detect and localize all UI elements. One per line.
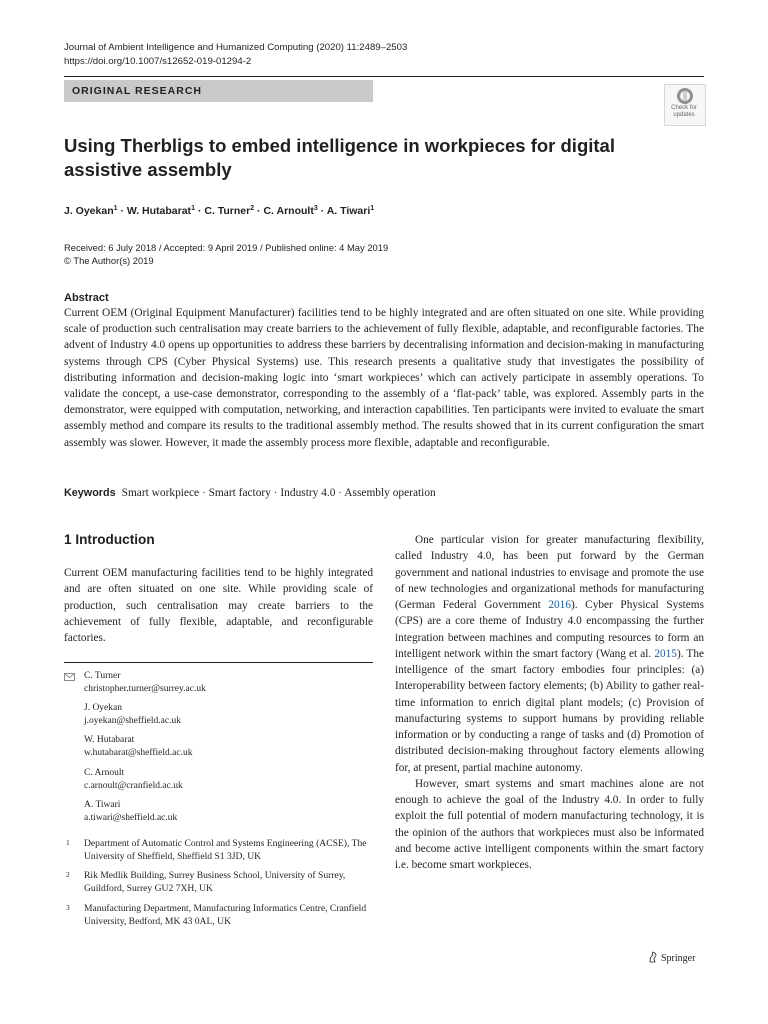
affiliation-number: 3 — [66, 903, 70, 912]
keywords — [64, 485, 436, 501]
author-affiliation: 1 — [191, 205, 195, 212]
contact-email[interactable]: j.oyekan@sheffield.ac.uk — [84, 716, 181, 726]
keywords-heading: Keywords — [64, 487, 116, 499]
springer-horse-icon — [648, 951, 658, 963]
affiliation-number: 2 — [66, 870, 70, 879]
author-list: J. Oyekan$^1$ · W. Hutabarat$^1$ · C. Turner$^2$ · C. Arnoult$^3$ · A. Tiwari$^1$ — [64, 205, 375, 217]
abstract-text: Current OEM (Original Equipment Manufacturer) facilities tend to be highly integrated and are often situated on one site. While providing scale of production such centralisation may create barriers to the achievement of fully flexible, adaptable, and reconfigurable factories. The advent of Industry 4.0 opens up opportunities to address these barriers by decentralising information and decision-making in manufacturing systems through CPS (Cyber Physical Systems) use. This research presents a qualitative study that investigates the possibility of distributing information and decision-making logic into ‘smart workpieces’ which can actively participate in assembly operations. To validate the concept, a use-case demonstrator, corresponding to the assembly of a ‘flat-pack’ table, was explored. Assembly parts in the demonstrator, were equipped with computation, networking, and interaction capabilities. Ten participants were invited to evaluate the smart assembly method and compare its results to the traditional assembly method. The results showed that in its current configuration the smart assembly was slower. However, it made the assembly process more flexible, adaptable and reconfigurable. — [64, 307, 704, 449]
author-name: W. Hutabarat — [126, 205, 192, 217]
contact-email[interactable]: christopher.turner@surrey.ac.uk — [84, 684, 206, 694]
affiliation-number: 1 — [66, 838, 70, 847]
contact-name: A. Tiwari — [84, 800, 121, 810]
affiliation-text: Department of Automatic Control and Systems Engineering (ACSE), The University of Sheffield, Sheffield S1 3JD, UK — [84, 838, 367, 862]
contact-email[interactable]: w.hutabarat@sheffield.ac.uk — [84, 748, 193, 758]
section-heading: 1 Introduction — [64, 532, 155, 547]
author-name: C. Turner — [204, 205, 251, 217]
intro-right-column — [395, 532, 704, 873]
author-affiliation: 1 — [370, 205, 375, 212]
contact-email[interactable]: a.tiwari@sheffield.ac.uk — [84, 813, 178, 823]
check-for-updates-icon — [665, 85, 705, 107]
contact-name: C. Arnoult — [84, 768, 125, 778]
paragraph-text: ). Cyber Physical Systems (CPS) are a core theme of Industry 4.0 encompassing the further integration between machines and computing resources to form an intelligent network within the smart factory (Wang et al. — [395, 599, 704, 660]
affiliation-text: Rik Medlik Building, Surrey Business School, University of Surrey, Guildford, Surrey GU2 7XH, UK — [84, 870, 346, 894]
contact-email[interactable]: c.arnoult@cranfield.ac.uk — [84, 781, 183, 791]
contact-name: C. Turner — [84, 671, 121, 681]
paragraph-text: One particular vision for greater manufacturing flexibility, called Industry 4.0, has been put forward by the German government and national industries to envisage and promote the use of new technologies and organizational methods for manufacturing (German Federal Government — [395, 534, 704, 611]
copyright: © The Author(s) 2019 — [64, 255, 154, 266]
article-type-label: ORIGINAL RESEARCH — [72, 85, 202, 97]
citation-link[interactable]: 2015 — [654, 647, 677, 660]
publication-dates: Received: 6 July 2018 / Accepted: 9 April 2019 / Published online: 4 May 2019 — [64, 242, 389, 253]
author-affiliation: 3 — [313, 205, 318, 212]
author-affiliation: 1 — [113, 205, 118, 212]
citation-link[interactable]: 2016 — [548, 599, 571, 611]
publisher-name: Springer — [661, 953, 696, 964]
body-paragraph — [395, 532, 704, 776]
author-affiliation: 2 — [250, 205, 255, 212]
contact-name: W. Hutabarat — [84, 735, 135, 745]
check-for-updates-label: Check for updates — [671, 105, 697, 118]
journal-citation: Journal of Ambient Intelligence and Humanized Computing (2020) 11:2489–2503 — [64, 42, 408, 53]
header-rule — [64, 76, 704, 77]
author-name: J. Oyekan — [64, 205, 114, 217]
paper-title: Using Therbligs to embed intelligence in workpieces for digital assistive assembly — [64, 135, 615, 180]
doi-link[interactable]: https://doi.org/10.1007/s12652-019-01294-2 — [64, 56, 252, 67]
contact-name: J. Oyekan — [84, 703, 122, 713]
body-paragraph: However, smart systems and smart machines alone are not enough to achieve the goal of the Industry 4.0. In order to fully exploit the full potential of modern manufacturing technology, it is the opinion of the authors that workpieces must also be informated and become active intelligent components within the smart factory i.e. become smart workpieces. — [395, 777, 704, 871]
footnote-rule — [64, 662, 373, 663]
publisher-logo — [648, 951, 695, 966]
keywords-list: Smart workpiece · Smart factory · Industry 4.0 · Assembly operation — [121, 487, 436, 499]
affiliation-text: Manufacturing Department, Manufacturing Informatics Centre, Cranfield University, Bedford, MK 43 0AL, UK — [84, 903, 367, 927]
abstract-heading: Abstract — [64, 292, 109, 304]
author-name: C. Arnoult — [263, 205, 314, 217]
envelope-icon — [64, 673, 75, 681]
intro-paragraph: Current OEM manufacturing facilities tend to be highly integrated and are often situated on one site. While providing scale of production, such centralisation may create barriers to the achievement of fully flexible, adaptable, and reconfigurable factories. — [64, 567, 373, 645]
paragraph-text: ). The intelligence of the smart factory embodies four principles: (a) Interoperability between factory elements; (b) Ability to gather real-time information to enrich digital plant models; (c) Provision of manufacturing systems to support humans by providing reliable information or by conducting a range of tasks and (d) Promotion of distributed decision-making throughout factory elements allowing for, at present, partial machine autonomy. — [395, 647, 704, 774]
author-name: A. Tiwari — [326, 205, 371, 217]
